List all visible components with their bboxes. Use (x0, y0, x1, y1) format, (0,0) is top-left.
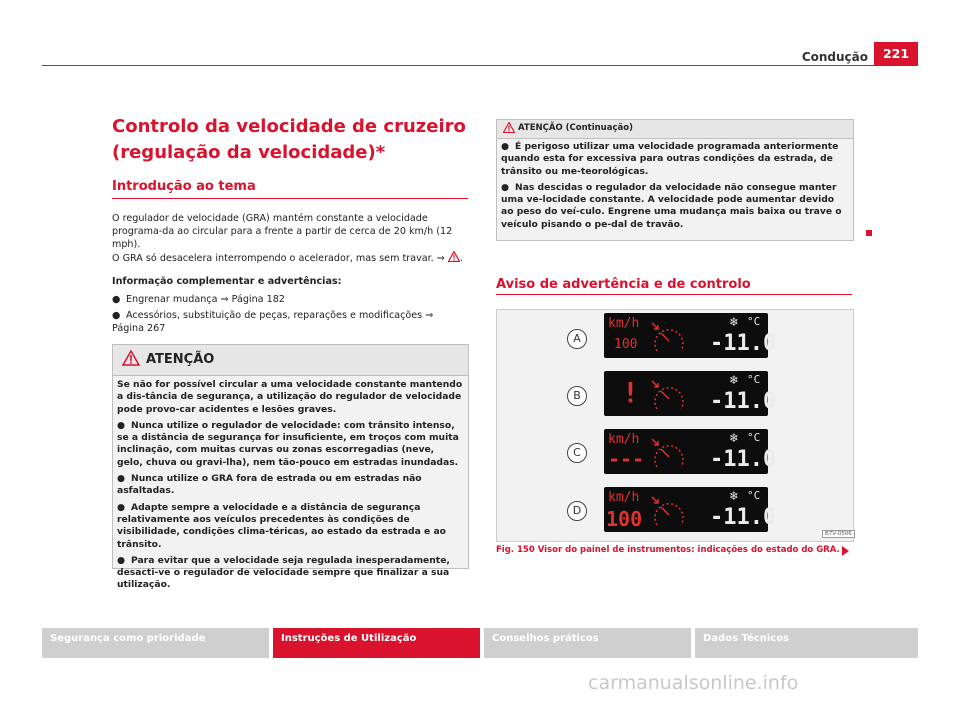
label-B: B (567, 386, 587, 406)
warning-triangle-icon (503, 122, 515, 133)
intro-paragraph: O regulador de velocidade (GRA) mantém constante a velocidade programa-da ao circular para a frente a partir de cerca de 20 km/h (12 mph). (112, 213, 453, 250)
speedometer-icon (649, 321, 689, 355)
warning-triangle-icon (122, 350, 140, 366)
gra-paragraph-text: O GRA só desacelera interrompendo o acelerador, mas sem travar. ⇒ (112, 253, 445, 264)
tab-instrucoes[interactable]: Instruções de Utilização (273, 628, 480, 658)
lcd-speed: --- (608, 447, 645, 471)
subsection-rule (112, 198, 468, 199)
subsection-title: Introdução ao tema (112, 179, 256, 194)
lcd-panel (604, 429, 777, 474)
list-item-text: Engrenar mudança ⇒ Página 182 (126, 294, 285, 305)
chapter-title: Controlo da velocidade de cruzeiro (regulação da velocidade)* (112, 116, 466, 163)
lcd-unit: km/h (608, 432, 640, 447)
warning-body (117, 379, 463, 596)
warning-title: ATENÇÃO (146, 352, 215, 367)
warning-body (501, 141, 847, 235)
speedometer-icon (649, 495, 689, 529)
list-item[interactable] (112, 309, 468, 335)
list-item-text: Acessórios, substituição de peças, reparações e modificações ⇒ Página 267 (112, 310, 434, 334)
warning-title: ATENÇÃO (Continuação) (518, 123, 633, 133)
lcd-temperature: -11.0 (710, 389, 777, 414)
speedometer-icon (649, 379, 689, 413)
lcd-temp-unit: °C (747, 373, 761, 386)
label-C: C (567, 443, 587, 463)
warning-item: ● Nunca utilize o regulador de velocidade: com trânsito intenso, se a distância de segurança for insuficiente, em troços com muita inclinação, com muitas curvas ou zonas escorregadias (neve, gelo, chuva ou gravi-lha), nem tão-pouco em estradas inundadas. (117, 419, 459, 468)
figure-code: B7V-0506 (822, 530, 855, 538)
lcd-panel (604, 371, 777, 416)
snowflake-icon: ❄ (730, 431, 738, 446)
warning-item: ● Para evitar que a velocidade seja regulada inesperadamente, desacti-ve o regulador de velocidade sempre que finalizar a sua utilização. (117, 554, 450, 591)
tab-dados[interactable]: Dados Técnicos (695, 628, 918, 658)
tab-conselhos[interactable]: Conselhos práticos (484, 628, 691, 658)
continue-arrow-icon[interactable] (842, 546, 849, 556)
lcd-temperature: -11.0 (710, 505, 777, 530)
list-item[interactable] (112, 293, 468, 306)
lcd-panel (604, 313, 777, 358)
bullet-icon: ● (112, 310, 121, 321)
snowflake-icon: ❄ (730, 373, 738, 388)
page-number: 221 (874, 42, 918, 66)
header-rule (42, 65, 918, 66)
lcd-unit: km/h (608, 490, 640, 505)
section-heading: Aviso de advertência e de controlo (496, 277, 751, 292)
warning-triangle-icon[interactable] (448, 251, 460, 262)
lcd-panel (604, 487, 777, 532)
warning-intro: Se não for possível circular a uma velocidade constante mantendo a dis-tância de segurança, a utilização do regulador de velocidade pode provo-car acidentes e lesões graves. (117, 379, 463, 415)
warning-item: ● Nas descidas o regulador da velocidade não consegue manter uma ve-locidade constante. A velocidade pode aumentar devido ao peso do veí-culo. Engrene uma mudança mais baixa ou trave o veículo pisando o pe-dal de travão. (501, 181, 842, 230)
tab-seguranca[interactable]: Segurança como prioridade (42, 628, 269, 658)
snowflake-icon: ❄ (730, 315, 738, 330)
caption-text: Visor do painel de instrumentos: indicações do estado do GRA. (537, 545, 840, 555)
lcd-speed: 100 (606, 507, 643, 531)
lcd-temp-unit: °C (747, 431, 761, 444)
lcd-unit: km/h (608, 316, 640, 331)
warning-item: ● Adapte sempre a velocidade e a distância de segurança relativamente aos veículos precedentes às condições de visibilidade, condições clima-téricas, ao estado da estrada e ao trânsito. (117, 501, 446, 550)
section-rule (496, 294, 852, 295)
lcd-temperature: -11.0 (710, 331, 777, 356)
warning-item: ● Nunca utilize o GRA fora de estrada ou em estradas não asfaltadas. (117, 473, 422, 497)
snowflake-icon: ❄ (730, 489, 738, 504)
label-A: A (567, 329, 587, 349)
watermark: carmanualsonline.info (588, 672, 799, 694)
warning-item: ● É perigoso utilizar uma velocidade programada anteriormente quando esta for excessiva para outras condições da estrada, de trânsito ou me-teorológicas. (501, 141, 839, 177)
lcd-temperature: -11.0 (710, 447, 777, 472)
gra-paragraph: O GRA só desacelera interrompendo o acelerador, mas sem travar. ⇒ . (112, 253, 463, 264)
bullet-icon: ● (112, 294, 121, 305)
info-heading: Informação complementar e advertências: (112, 276, 342, 287)
speedometer-icon (649, 437, 689, 471)
section-title: Condução (801, 50, 868, 64)
lcd-temp-unit: °C (747, 489, 761, 502)
lcd-temp-unit: °C (747, 315, 761, 328)
label-D: D (567, 501, 587, 521)
lcd-speed: 100 (614, 337, 638, 352)
lcd-alert: ! (622, 376, 639, 409)
section-end-marker (866, 230, 872, 236)
caption-label: Fig. 150 (496, 545, 535, 555)
figure-caption (496, 545, 840, 555)
